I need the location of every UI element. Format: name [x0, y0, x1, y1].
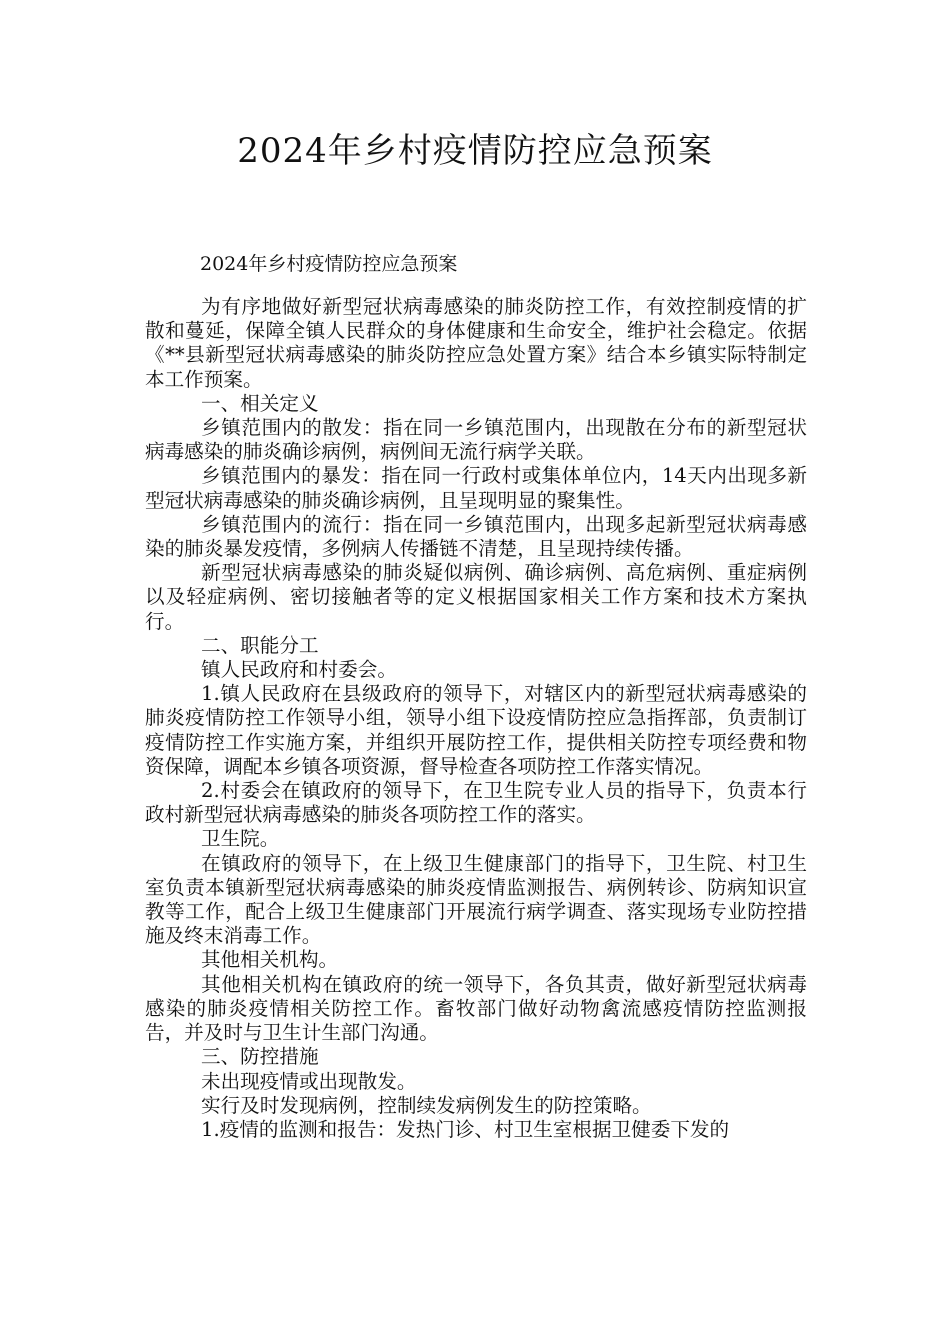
paragraph-government-duty-1: 1.镇人民政府在县级政府的领导下，对辖区内的新型冠状病毒感染的肺炎疫情防控工作领导小组，领导小组下设疫情防控应急指挥部，负责制订疫情防控工作实施方案，并组织开展防控工作，提供相关防控专项经费和物资保障，调配本乡镇各项资源，督导检查各项防控工作落实情况。: [145, 682, 807, 778]
paragraph-epidemic: 乡镇范围内的流行：指在同一乡镇范围内，出现多起新型冠状病毒感染的肺炎暴发疫情，多例病人传播链不清楚，且呈现持续传播。: [145, 512, 807, 561]
paragraph-health-center-duty: 在镇政府的领导下，在上级卫生健康部门的指导下，卫生院、村卫生室负责本镇新型冠状病毒感染的肺炎疫情监测报告、病例转诊、防病知识宣教等工作，配合上级卫生健康部门开展流行病学调查、落实现场专业防控措施及终末消毒工作。: [145, 851, 807, 948]
paragraph-outbreak: 乡镇范围内的暴发：指在同一行政村或集体单位内，14天内出现多新型冠状病毒感染的肺炎确诊病例，且呈现明显的聚集性。: [145, 464, 807, 512]
paragraph-intro: 为有序地做好新型冠状病毒感染的肺炎防控工作，有效控制疫情的扩散和蔓延，保障全镇人民群众的身体健康和生命安全，维护社会稳定。依据《**县新型冠状病毒感染的肺炎防控应急处置方案》结合本乡镇实际特制定本工作预案。: [145, 295, 807, 391]
subheading-health-center: 卫生院。: [201, 827, 280, 851]
subheading-no-outbreak: 未出现疫情或出现散发。: [201, 1069, 417, 1093]
document-body: [145, 295, 807, 1142]
section-heading-responsibilities: 二、职能分工: [201, 633, 319, 657]
paragraph-case-definitions: 新型冠状病毒感染的肺炎疑似病例、确诊病例、高危病例、重症病例以及轻症病例、密切接触者等的定义根据国家相关工作方案和技术方案执行。: [145, 561, 807, 633]
paragraph-sporadic: 乡镇范围内的散发：指在同一乡镇范围内，出现散在分布的新型冠状病毒感染的肺炎确诊病例，病例间无流行病学关联。: [145, 416, 807, 464]
paragraph-monitoring: 1.疫情的监测和报告：发热门诊、村卫生室根据卫健委下发的: [201, 1117, 730, 1141]
paragraph-strategy: 实行及时发现病例，控制续发病例发生的防控策略。: [201, 1093, 652, 1117]
document-title: 2024年乡村疫情防控应急预案: [237, 131, 713, 171]
paragraph-government-duty-2: 2.村委会在镇政府的领导下，在卫生院专业人员的指导下，负责本行政村新型冠状病毒感染的肺炎各项防控工作的落实。: [145, 779, 807, 827]
subheading-other-agencies: 其他相关机构。: [201, 948, 339, 972]
paragraph-other-agencies-duty: 其他相关机构在镇政府的统一领导下，各负其责，做好新型冠状病毒感染的肺炎疫情相关防控工作。畜牧部门做好动物禽流感疫情防控监测报告，并及时与卫生计生部门沟通。: [145, 972, 807, 1045]
section-heading-measures: 三、防控措施: [201, 1045, 319, 1069]
section-heading-definitions: 一、相关定义: [201, 391, 319, 415]
subheading-government: 镇人民政府和村委会。: [201, 658, 397, 682]
document-subtitle: 2024年乡村疫情防控应急预案: [200, 253, 458, 275]
